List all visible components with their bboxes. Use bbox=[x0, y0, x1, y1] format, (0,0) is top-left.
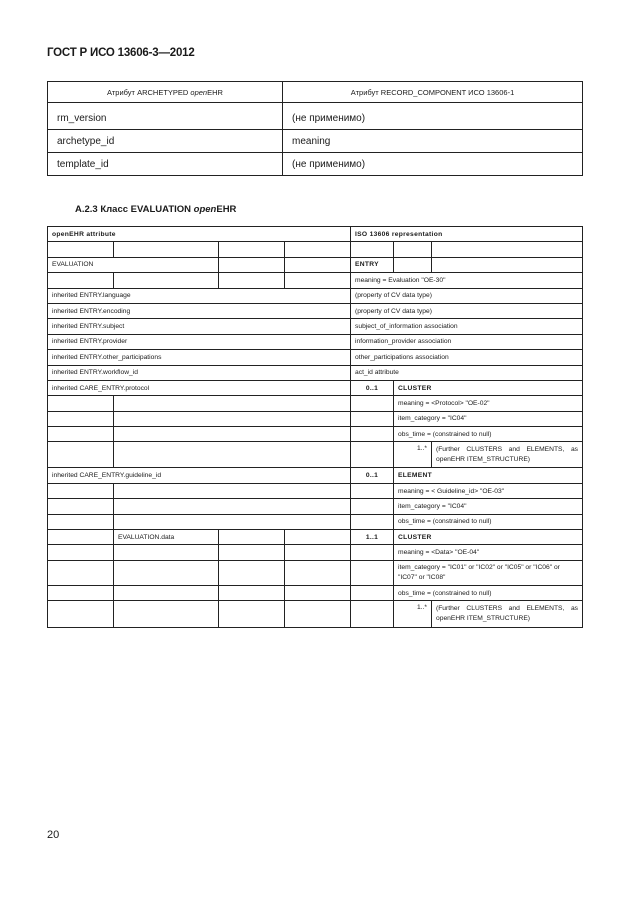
table-cell: meaning = <Data> "OE-04" bbox=[394, 545, 583, 560]
table-cell: inherited ENTRY.encoding bbox=[48, 303, 351, 318]
table-cell: ELEMENT bbox=[394, 468, 583, 483]
table-cell: item_category = "IC01" or "IC02" or "IC05" or "IC06" or "IC07" or "IC08" bbox=[394, 560, 583, 585]
table-cell: act_id attribute bbox=[351, 365, 583, 380]
table-cell: 1..* bbox=[394, 601, 432, 628]
table-cell: 1..* bbox=[394, 442, 432, 468]
table-cell: item_category = "IC04" bbox=[394, 411, 583, 426]
table-row bbox=[48, 288, 583, 303]
table-row bbox=[48, 257, 583, 272]
table-cell: inherited ENTRY.workflow_id bbox=[48, 365, 351, 380]
table-row bbox=[48, 380, 583, 395]
table-row bbox=[48, 350, 583, 365]
table-row bbox=[48, 396, 583, 411]
table-row bbox=[48, 153, 583, 176]
table-row bbox=[48, 442, 583, 468]
table-cell: meaning bbox=[283, 130, 583, 153]
table-cell: obs_time = (constrained to null) bbox=[394, 514, 583, 529]
table-row bbox=[48, 130, 583, 153]
table-cell: meaning = < Guideline_id> "OE-03" bbox=[394, 483, 583, 498]
table-row bbox=[48, 319, 583, 334]
table-cell: (не применимо) bbox=[283, 153, 583, 176]
table-cell: (не применимо) bbox=[283, 103, 583, 130]
table-cell: CLUSTER bbox=[394, 380, 583, 395]
table-cell: template_id bbox=[48, 153, 283, 176]
table-cell: inherited ENTRY.language bbox=[48, 288, 351, 303]
table-cell: 0..1 bbox=[351, 380, 394, 395]
table-cell: obs_time = (constrained to null) bbox=[394, 585, 583, 600]
table-cell: 1..1 bbox=[351, 530, 394, 545]
table-row bbox=[48, 530, 583, 545]
table-cell: 0..1 bbox=[351, 468, 394, 483]
table-row bbox=[48, 601, 583, 628]
table-cell: inherited CARE_ENTRY.guideline_id bbox=[48, 468, 351, 483]
table-row bbox=[48, 468, 583, 483]
attribute-mapping-table bbox=[47, 81, 583, 176]
table-cell: archetype_id bbox=[48, 130, 283, 153]
table-cell: EVALUATION.data bbox=[114, 530, 219, 545]
table-row bbox=[48, 103, 583, 130]
table-cell: other_participations association bbox=[351, 350, 583, 365]
table-cell: inherited ENTRY.provider bbox=[48, 334, 351, 349]
table-header-cell: Атрибут ARCHETYPED openEHR bbox=[48, 82, 283, 103]
table-cell: CLUSTER bbox=[394, 530, 583, 545]
table-row bbox=[48, 585, 583, 600]
document-header: ГОСТ Р ИСО 13606-3—2012 bbox=[47, 47, 195, 59]
table-header-row bbox=[48, 82, 583, 103]
table-cell: inherited CARE_ENTRY.protocol bbox=[48, 380, 351, 395]
table-cell: (Further CLUSTERS and ELEMENTS, as openEHR ITEM_STRUCTURE) bbox=[432, 442, 583, 468]
table-header-cell: openEHR attribute bbox=[48, 227, 351, 242]
table-row bbox=[48, 411, 583, 426]
page-number: 20 bbox=[47, 829, 60, 841]
table-row bbox=[48, 560, 583, 585]
table-cell: information_provider association bbox=[351, 334, 583, 349]
section-title: A.2.3 Класс EVALUATION openEHR bbox=[75, 204, 237, 215]
table-row bbox=[48, 499, 583, 514]
table-cell: meaning = Evaluation "OE-30" bbox=[351, 273, 583, 288]
table-header-row bbox=[48, 227, 583, 242]
table-row bbox=[48, 334, 583, 349]
table-cell: obs_time = (constrained to null) bbox=[394, 427, 583, 442]
table-cell: inherited ENTRY.subject bbox=[48, 319, 351, 334]
table-row bbox=[48, 273, 583, 288]
table-row bbox=[48, 242, 583, 257]
table-row bbox=[48, 545, 583, 560]
table-cell: (property of CV data type) bbox=[351, 288, 583, 303]
table-cell: item_category = "IC04" bbox=[394, 499, 583, 514]
table-cell: ENTRY bbox=[351, 257, 394, 272]
table-cell: meaning = <Protocol> "OE-02" bbox=[394, 396, 583, 411]
evaluation-mapping-table bbox=[47, 226, 583, 628]
table-header-cell: Атрибут RECORD_COMPONENT ИСО 13606-1 bbox=[283, 82, 583, 103]
table-cell: (property of CV data type) bbox=[351, 303, 583, 318]
table-row bbox=[48, 427, 583, 442]
table-cell: inherited ENTRY.other_participations bbox=[48, 350, 351, 365]
table-row bbox=[48, 514, 583, 529]
table-row bbox=[48, 483, 583, 498]
table-cell: subject_of_information association bbox=[351, 319, 583, 334]
table-cell: EVALUATION bbox=[48, 257, 219, 272]
table-row bbox=[48, 365, 583, 380]
table-header-cell: ISO 13606 representation bbox=[351, 227, 583, 242]
table-row bbox=[48, 303, 583, 318]
table-cell: (Further CLUSTERS and ELEMENTS, as openEHR ITEM_STRUCTURE) bbox=[432, 601, 583, 628]
table-cell: rm_version bbox=[48, 103, 283, 130]
